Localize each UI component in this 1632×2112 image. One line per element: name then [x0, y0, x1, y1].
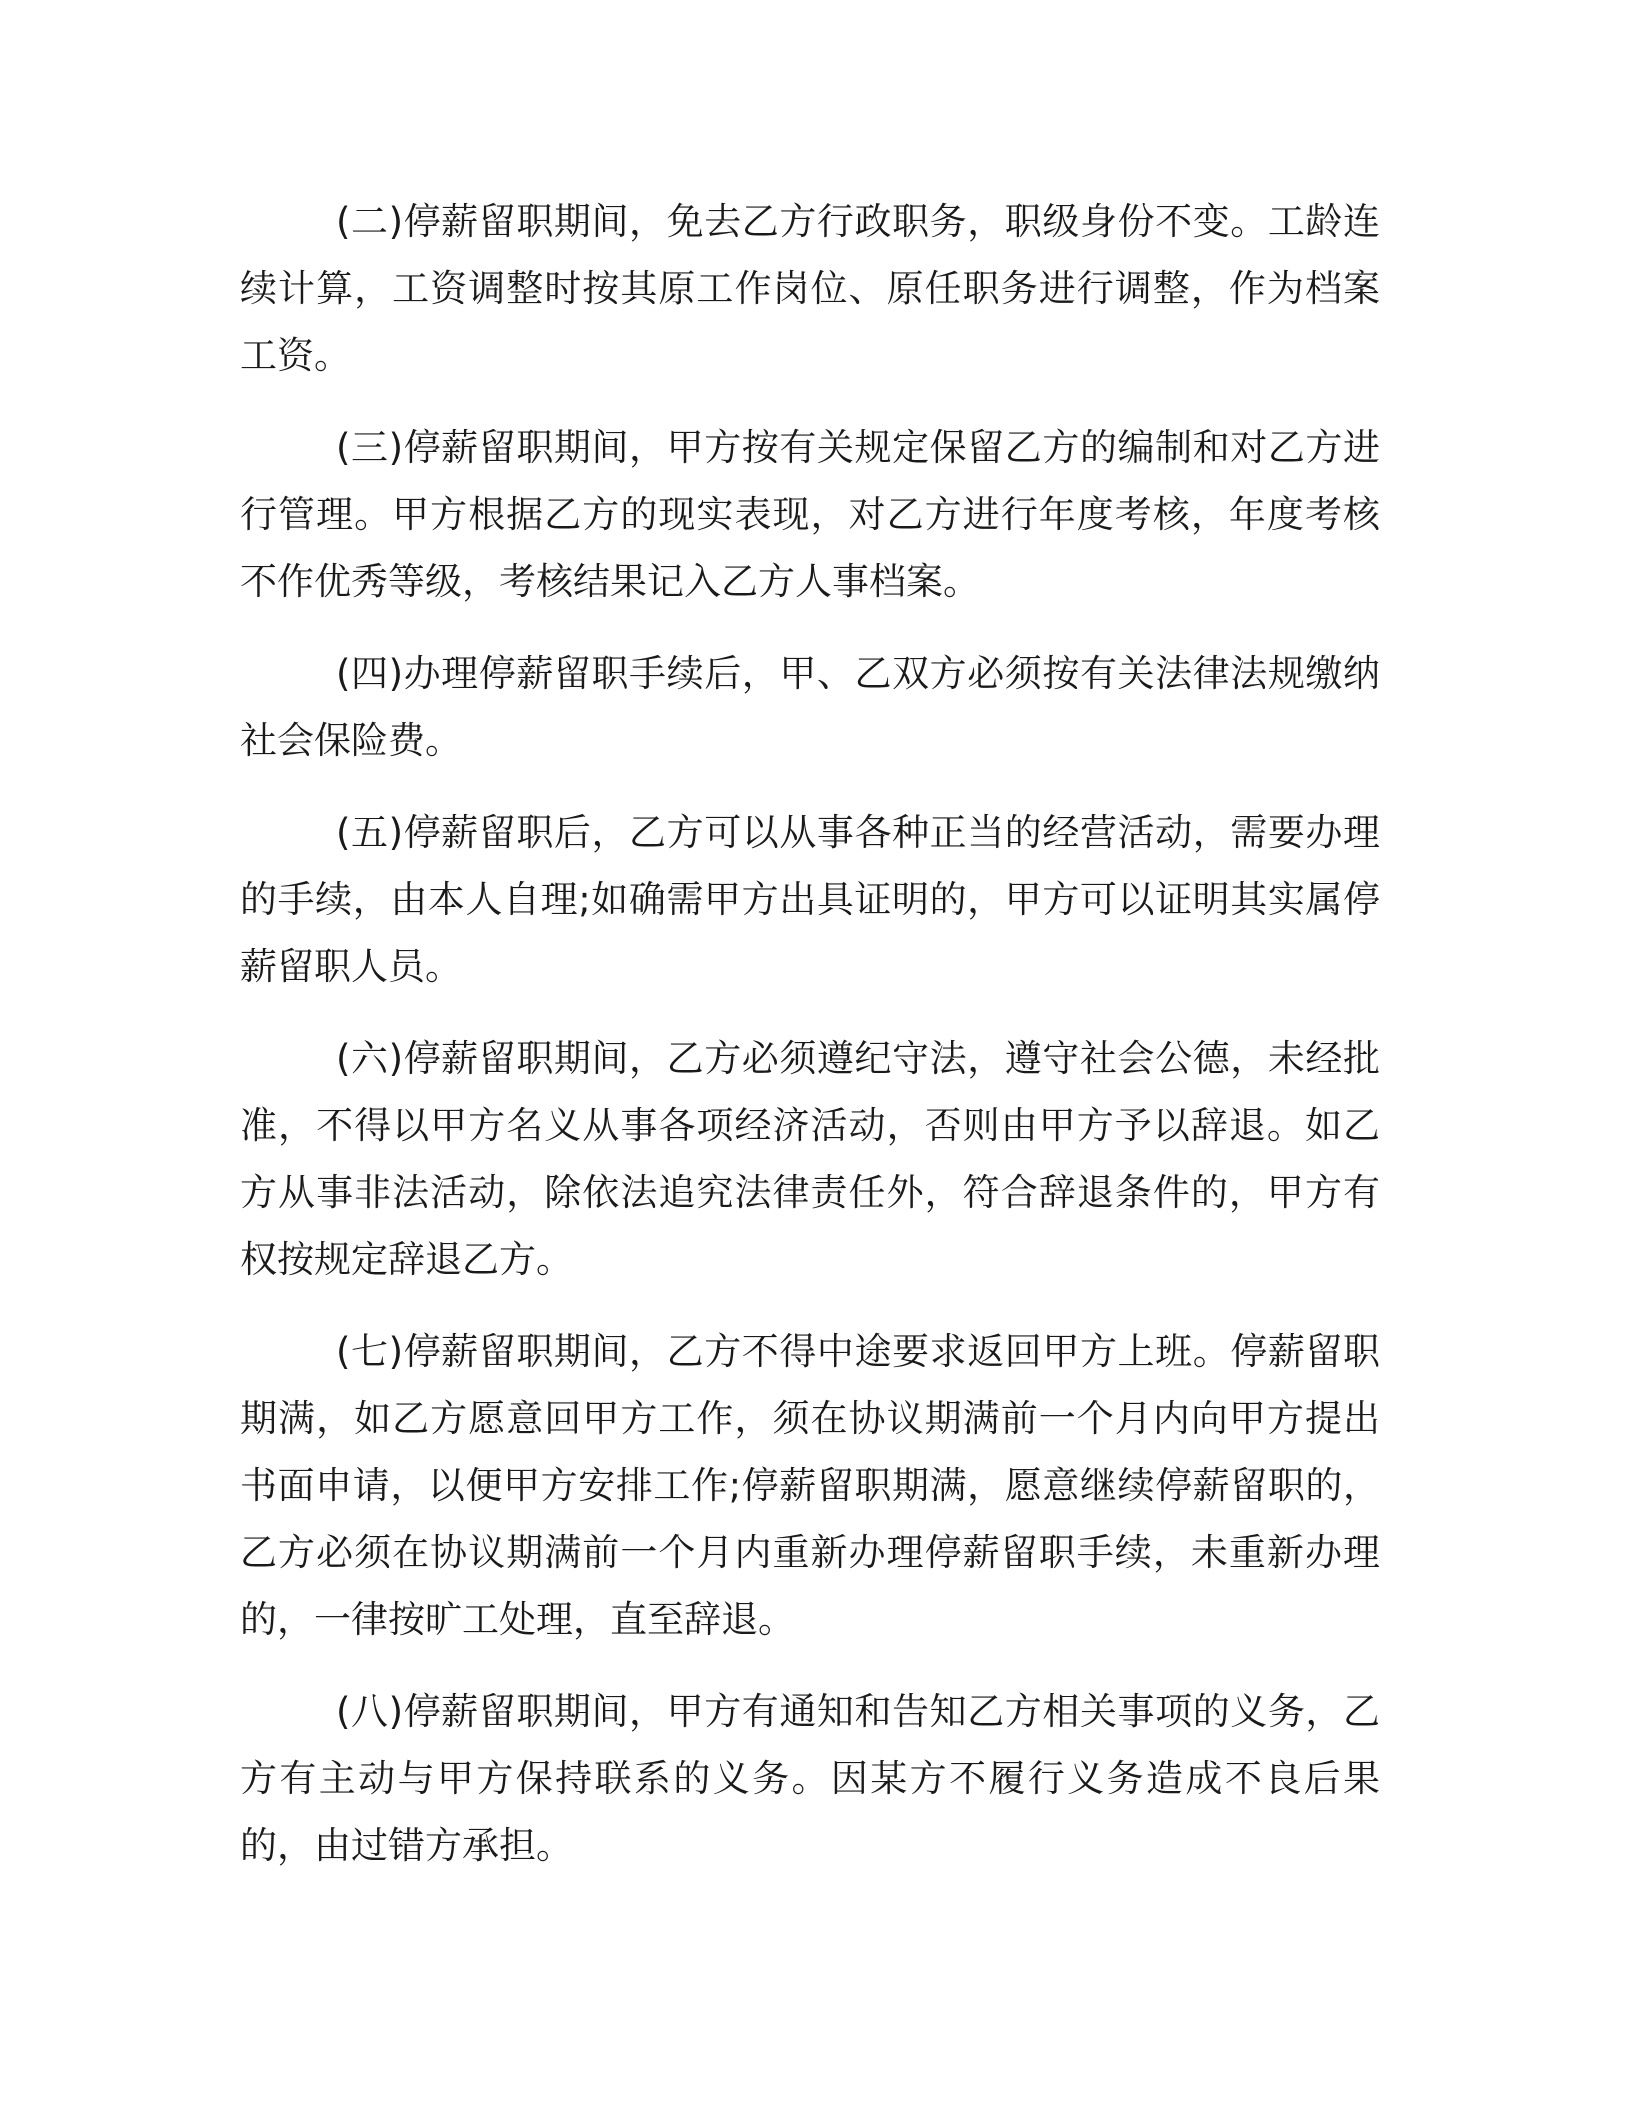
clause-6-paragraph: (六)停薪留职期间，乙方必须遵纪守法，遵守社会公德，未经批准，不得以甲方名义从事各项经济活动，否则由甲方予以辞退。如乙方从事非法活动，除依法追究法律责任外，符合辞退条件的，甲方有权按规定辞退乙方。 — [240, 1037, 1380, 1281]
clause-5-paragraph: (五)停薪留职后，乙方可以从事各种正当的经营活动，需要办理的手续，由本人自理;如确需甲方出具证明的，甲方可以证明其实属停薪留职人员。 — [240, 811, 1380, 988]
clause-2-paragraph: (二)停薪留职期间，免去乙方行政职务，职级身份不变。工龄连续计算，工资调整时按其原工作岗位、原任职务进行调整，作为档案工资。 — [240, 200, 1380, 377]
clause-8-paragraph: (八)停薪留职期间，甲方有通知和告知乙方相关事项的义务，乙方有主动与甲方保持联系的义务。因某方不履行义务造成不良后果的，由过错方承担。 — [240, 1690, 1380, 1867]
clause-7-paragraph: (七)停薪留职期间，乙方不得中途要求返回甲方上班。停薪留职期满，如乙方愿意回甲方工作，须在协议期满前一个月内向甲方提出书面申请，以便甲方安排工作;停薪留职期满，愿意继续停薪留职的，乙方必须在协议期满前一个月内重新办理停薪留职手续，未重新办理的，一律按旷工处理，直至辞退。 — [240, 1330, 1380, 1641]
clause-4-paragraph: (四)办理停薪留职手续后，甲、乙双方必须按有关法律法规缴纳社会保险费。 — [240, 652, 1380, 762]
document-body — [240, 188, 1380, 1904]
clause-3-paragraph: (三)停薪留职期间，甲方按有关规定保留乙方的编制和对乙方进行管理。甲方根据乙方的现实表现，对乙方进行年度考核，年度考核不作优秀等级，考核结果记入乙方人事档案。 — [240, 426, 1380, 603]
